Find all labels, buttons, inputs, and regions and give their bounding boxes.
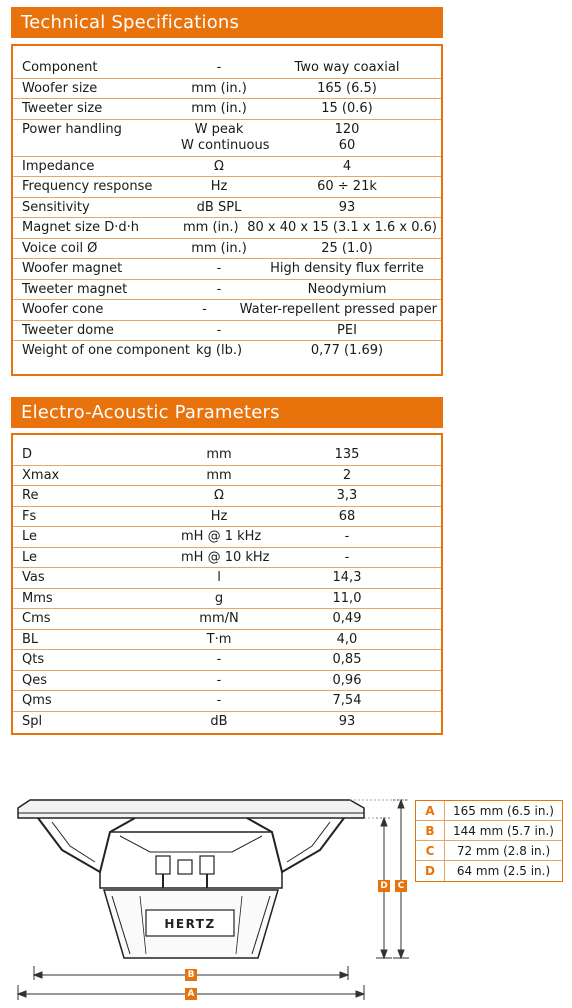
spec-value-text: 68 bbox=[338, 508, 356, 524]
spec-value-text: 93 bbox=[338, 713, 356, 729]
spec-name: Woofer size bbox=[22, 80, 98, 96]
dimensions-table bbox=[415, 800, 563, 882]
dimension-key: C bbox=[416, 841, 445, 860]
spec-name: Voice coil Ø bbox=[22, 240, 98, 256]
spec-unit-text: mH @ 10 kHz bbox=[181, 549, 270, 565]
spec-unit-text: mm bbox=[206, 467, 232, 483]
spec-unit-text: dB bbox=[210, 713, 228, 729]
spec-name: D bbox=[22, 447, 33, 462]
spec-name: Power handling bbox=[22, 121, 122, 137]
spec-name: Le bbox=[22, 529, 38, 544]
spec-name: Tweeter dome bbox=[22, 322, 114, 338]
spec-value-text: - bbox=[344, 549, 350, 565]
electro-acoustic-title: Electro-Acoustic Parameters bbox=[11, 397, 443, 428]
spec-value-text: Two way coaxial bbox=[294, 60, 400, 75]
spec-unit-text: g bbox=[214, 590, 224, 606]
spec-unit-text: - bbox=[202, 302, 207, 317]
spec-unit-text-2: W continuous bbox=[181, 137, 270, 153]
spec-value-text: 93 bbox=[338, 199, 356, 215]
spec-unit-text: Ω bbox=[214, 158, 224, 174]
spec-value-text: 4 bbox=[342, 158, 352, 174]
spec-unit-text: T·m bbox=[206, 631, 232, 647]
spec-value-text: 11,0 bbox=[332, 590, 362, 606]
basket-right bbox=[247, 818, 344, 872]
spec-value-text: 135 bbox=[334, 447, 360, 462]
spec-name: Vas bbox=[22, 570, 45, 585]
spec-value-text: 60 ÷ 21k bbox=[317, 179, 377, 194]
speaker-rim bbox=[18, 800, 364, 818]
marker-d: D bbox=[378, 880, 390, 892]
spec-unit-text: mm (in.) bbox=[191, 240, 247, 256]
spec-unit-text: Ω bbox=[214, 488, 224, 503]
spec-unit-text: Hz bbox=[210, 508, 228, 524]
spec-unit-text: mm/N bbox=[199, 611, 239, 626]
spec-name: Re bbox=[22, 488, 39, 503]
spec-value-text: Neodymium bbox=[307, 281, 387, 297]
spec-value-text: - bbox=[344, 529, 350, 544]
spec-value-text: Water-repellent pressed paper bbox=[239, 302, 437, 317]
dimension-key: B bbox=[416, 821, 445, 840]
spec-value-text: 0,49 bbox=[332, 611, 362, 626]
spec-name: Qts bbox=[22, 652, 45, 667]
spec-name: Spl bbox=[22, 713, 43, 729]
dimension-key: D bbox=[416, 861, 445, 881]
spec-name: Tweeter magnet bbox=[22, 281, 128, 297]
spec-value-text: 0,85 bbox=[332, 652, 362, 667]
spec-name: Component bbox=[22, 60, 98, 75]
spec-unit-text: - bbox=[216, 652, 222, 667]
spec-name: Xmax bbox=[22, 467, 60, 483]
brand-logo: HERTZ bbox=[164, 917, 216, 931]
spec-value-text: 0,77 (1.69) bbox=[310, 343, 384, 358]
spec-unit-text: - bbox=[216, 672, 222, 688]
spec-unit-text: - bbox=[216, 693, 222, 708]
spec-value-text: 0,96 bbox=[332, 672, 362, 688]
spec-unit-text: mm (in.) bbox=[191, 80, 247, 96]
spec-name: Sensitivity bbox=[22, 199, 90, 215]
spec-name: Woofer magnet bbox=[22, 261, 123, 276]
spec-value-text: 3,3 bbox=[336, 488, 358, 503]
marker-c: C bbox=[395, 880, 407, 892]
spec-unit-text: mH @ 1 kHz bbox=[181, 529, 262, 544]
spec-name: Cms bbox=[22, 611, 51, 626]
spec-name: Magnet size D·d·h bbox=[22, 220, 140, 235]
spec-unit-text: - bbox=[216, 322, 222, 338]
spec-name: Qes bbox=[22, 672, 48, 688]
spec-unit-text: mm bbox=[206, 447, 232, 462]
spec-value-text: 2 bbox=[342, 467, 352, 483]
dimension-value: 165 mm (6.5 in.) bbox=[453, 804, 554, 818]
spec-name: Frequency response bbox=[22, 179, 153, 194]
spec-unit-text: dB SPL bbox=[196, 199, 242, 215]
marker-b: B bbox=[185, 969, 197, 981]
dimension-row bbox=[416, 841, 562, 861]
dimension-row bbox=[416, 801, 562, 821]
spec-unit-text: kg (lb.) bbox=[195, 343, 243, 358]
spec-value-text: 25 (1.0) bbox=[321, 240, 373, 256]
marker-a: A bbox=[185, 988, 197, 1000]
spec-name: Weight of one component bbox=[22, 343, 190, 358]
spec-name: Tweeter size bbox=[22, 101, 103, 116]
spec-value-text: 7,54 bbox=[332, 693, 362, 708]
spec-value-text: 14,3 bbox=[332, 570, 362, 585]
spec-unit-text: mm (in.) bbox=[183, 220, 239, 235]
spec-name: Impedance bbox=[22, 158, 95, 174]
dimension-value: 72 mm (2.8 in.) bbox=[456, 844, 551, 858]
spec-name: Mms bbox=[22, 590, 53, 606]
spec-name: Woofer cone bbox=[22, 302, 104, 317]
basket-left bbox=[38, 818, 135, 872]
dimension-row bbox=[416, 861, 562, 881]
tech-specs-title: Technical Specifications bbox=[11, 7, 443, 38]
spec-value-text: High density flux ferrite bbox=[270, 261, 424, 276]
spec-value-text: 165 (6.5) bbox=[317, 80, 377, 96]
spec-name: BL bbox=[22, 631, 39, 647]
dimension-key: A bbox=[416, 801, 445, 820]
spec-value-text: 120 bbox=[334, 121, 360, 137]
spec-unit-text: - bbox=[216, 60, 222, 75]
spec-name: Qms bbox=[22, 693, 52, 708]
spec-value-text: 80 x 40 x 15 (3.1 x 1.6 x 0.6) bbox=[247, 220, 437, 235]
spec-value-text: 15 (0.6) bbox=[321, 101, 373, 116]
spec-value-text-2: 60 bbox=[338, 137, 356, 153]
spec-value-text: PEI bbox=[337, 322, 357, 338]
spec-name: Fs bbox=[22, 508, 37, 524]
dimension-value: 144 mm (5.7 in.) bbox=[453, 824, 554, 838]
spec-unit-text: - bbox=[216, 281, 222, 297]
spec-unit-text: W peak bbox=[194, 121, 244, 137]
spec-unit-text: mm (in.) bbox=[191, 101, 247, 116]
spec-unit-text: Hz bbox=[210, 179, 228, 194]
spec-unit-text: - bbox=[216, 261, 222, 276]
spec-unit-text: l bbox=[217, 570, 221, 585]
spec-value-text: 4,0 bbox=[336, 631, 358, 647]
dimension-value: 64 mm (2.5 in.) bbox=[456, 864, 551, 878]
dimension-row bbox=[416, 821, 562, 841]
spec-name: Le bbox=[22, 549, 38, 565]
